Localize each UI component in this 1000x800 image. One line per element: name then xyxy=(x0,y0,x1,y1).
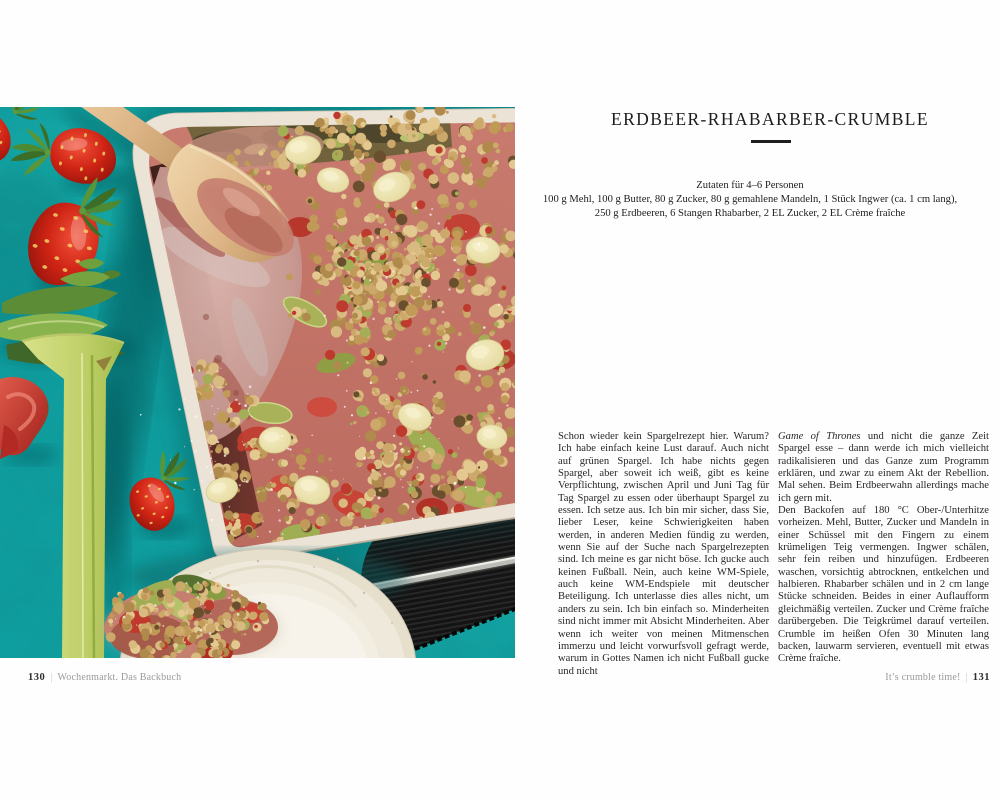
recipe-instructions: Den Backofen auf 180 °C Ober-/Unterhitze vorheizen. Mehl, Butter, Zucker und Mandeln in einer Schüssel mit den Fingern zu einem krümeligen Teig vermengen. Ingwer schälen, sehr fein reiben und hinzufügen. Erdbeeren waschen, vorsichtig abtrocknen, entkelchen und halbieren. Rhabarber schälen und in 2 cm lange Stücke schneiden. Beides in einer Auflaufform gleichmäßig verteilen. Zucker und Crème fraîche darübergeben. Die Teigkrümel darauf verteilen. Crumble im heißen Ofen 30 Minuten lang backen, lauwarm servieren, eventuell mit etwas Crème fraîche. xyxy=(778,505,989,665)
left-page-footer xyxy=(28,672,181,683)
body-paragraph xyxy=(778,431,989,505)
crumble-photo-illustration xyxy=(0,107,515,658)
recipe-title: ERDBEER-RHABARBER-CRUMBLE xyxy=(611,109,929,129)
ingredients-line-2: 250 g Erdbeeren, 6 Stangen Rhabarber, 2 EL Zucker, 2 EL Crème fraîche xyxy=(594,207,906,219)
title-divider xyxy=(751,140,791,143)
page-number-right: 131 xyxy=(972,672,990,683)
chapter-footer: It’s crumble time! xyxy=(885,672,961,683)
ingredients-line-1: 100 g Mehl, 100 g Butter, 80 g Zucker, 80 g gemahlene Mandeln, 1 Stück Ingwer (ca. 1 cm lang), xyxy=(542,193,958,205)
book-title-footer: Wochenmarkt. Das Backbuch xyxy=(57,672,182,683)
ingredients-block xyxy=(520,179,980,221)
footer-divider: | xyxy=(50,672,53,683)
body-column-right xyxy=(778,431,989,666)
crumble-photo xyxy=(0,107,515,658)
body-text-continuation: und nicht die ganze Zeit Spargel esse – dann werde ich mich vielleicht radikalisieren und das Ganze zum Programm erklären, und zwar zu einem Akt der Rebellion. Mal sehen. Beim Erdbeerwahn allerdings mache ich gern mit. xyxy=(778,431,989,504)
body-column-left xyxy=(558,431,769,678)
footer-divider: | xyxy=(965,672,968,683)
page-number-left: 130 xyxy=(28,672,46,683)
body-paragraph: Schon wieder kein Spargelrezept hier. Warum? Ich habe einfach keine Lust darauf. Auch nicht auf grünen Spargel. Ich habe nichts gegen Spargel, aber soweit ich weiß, gibt es keine Verpflichtung, zwischen April und Juni Tag für Tag Spargel zu essen oder überhaupt Spargel zu essen. Ich setze aus. Ich bin mir sicher, dass Sie, lieber Leser, keine Schwierigkeiten haben werden, in anderen Medien fündig zu werden, wenn Sie auf der Suche nach Spargelrezepten sind. Ich meine es gar nicht böse. Ich gucke auch keinen Fußball. Nein, auch keine WM-Spiele, auch keine WM-Endspiele mit deutscher Beteiligung. Ich unterlasse dies alles nicht, um anders zu sein. Ich bin einfach so. Minderheiten sind nicht immer mit Absicht Minderheiten. Aber wenn ich weiter von meinen Mitmenschen immerzu und leicht vorwurfsvoll gefragt werde, warum in Gottes Namen ich nicht Fußball gucke und nicht xyxy=(558,431,769,677)
servings-line: Zutaten für 4–6 Personen xyxy=(696,180,804,191)
right-page-footer xyxy=(885,672,990,683)
italic-book-title: Game of Thrones xyxy=(778,431,861,442)
